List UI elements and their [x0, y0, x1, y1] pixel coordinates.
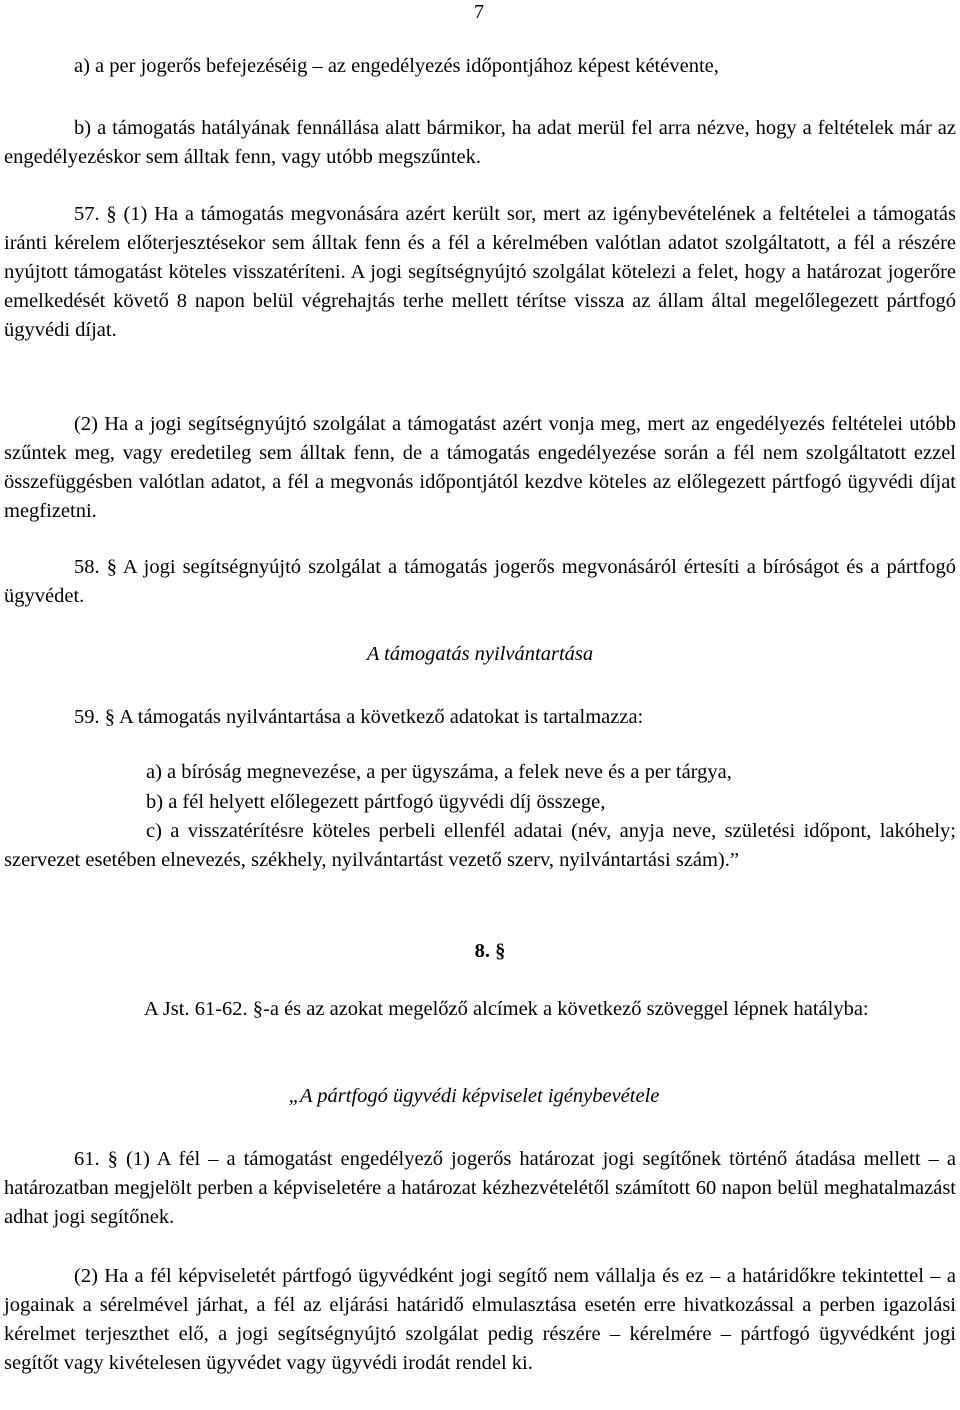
paragraph-56a: a) a per jogerős befejezéséig – az engedélyezés időpontjához képest kétévente,	[74, 55, 719, 77]
paragraph-57-1: 57. § (1) Ha a támogatás megvonására azért került sor, mert az igénybevételének a feltételei a támogatás iránti kérelem előterjesztésekor sem álltak fenn és a fél a kérelmében valótlan adatot szolgáltatott, a fél a részére nyújtott támogatást köteles visszatéríteni. A jogi segítségnyújtó szolgálat kötelezi a felet, hogy a határozat jogerőre emelkedését követő 8 napon belül végrehajtás terhe mellett térítse vissza az állam által megelőlegezett pártfogó ügyvédi díjat.	[4, 203, 956, 341]
paragraph-59b: b) a fél helyett előlegezett pártfogó ügyvédi díj összege,	[146, 791, 606, 813]
paragraph-57-2: (2) Ha a jogi segítségnyújtó szolgálat a támogatást azért vonja meg, mert az engedélyezés feltételei utóbb szűntek meg, vagy eredetileg sem álltak fenn, de a támogatás engedélyezése során a fél nem szolgáltatott ezzel összefüggésben valótlan adatot, a fél a megvonás időpontjától kezdve köteles az előlegezett pártfogó ügyvédi díjat megfizetni.	[4, 413, 956, 522]
section-heading-8: 8. §	[474, 940, 506, 962]
paragraph-8-intro: A Jst. 61-62. §-a és az azokat megelőző alcímek a következő szöveggel lépnek hatályba:	[144, 998, 869, 1020]
subtitle-records: A támogatás nyilvántartása	[366, 643, 594, 665]
paragraph-61-1: 61. § (1) A fél – a támogatást engedélyező jogerős határozat jogi segítőnek történő átadása mellett – a határozatban megjelölt perben a képviseletére a határozat kézhezvételétől számított 60 napon belül meghatalmazást adhat jogi segítőnek.	[4, 1148, 956, 1228]
paragraph-59: 59. § A támogatás nyilvántartása a következő adatokat is tartalmazza:	[74, 706, 644, 728]
paragraph-58: 58. § A jogi segítségnyújtó szolgálat a támogatás jogerős megvonásáról értesíti a bíróságot és a pártfogó ügyvédet.	[4, 556, 956, 607]
subtitle-representation: „A pártfogó ügyvédi képviselet igénybevétele	[288, 1085, 660, 1107]
paragraph-56b: b) a támogatás hatályának fennállása alatt bármikor, ha adat merül fel arra nézve, hogy a feltételek már az engedélyezéskor sem álltak fenn, vagy utóbb megszűntek.	[4, 117, 956, 168]
page-number: 7	[474, 1, 484, 23]
paragraph-59a: a) a bíróság megnevezése, a per ügyszáma, a felek neve és a per tárgya,	[146, 761, 732, 783]
paragraph-61-2: (2) Ha a fél képviseletét pártfogó ügyvédként jogi segítő nem vállalja és ez – a határidőkre tekintettel – a jogainak a sérelmével járhat, a fél az eljárási határidő elmulasztása esetén erre hivatkozással a perben igazolási kérelmet terjeszthet elő, a jogi segítségnyújtó szolgálat pedig részére – kérelmére – pártfogó ügyvédként jogi segítőt vagy kivételesen ügyvédet vagy ügyvédi irodát rendel ki.	[4, 1265, 956, 1374]
paragraph-59c: c) a visszatérítésre köteles perbeli ellenfél adatai (név, anyja neve, születési időpont, lakóhely; szervezet esetében elnevezés, székhely, nyilvántartást vezető szerv, nyilvántartási szám).”	[4, 820, 956, 871]
